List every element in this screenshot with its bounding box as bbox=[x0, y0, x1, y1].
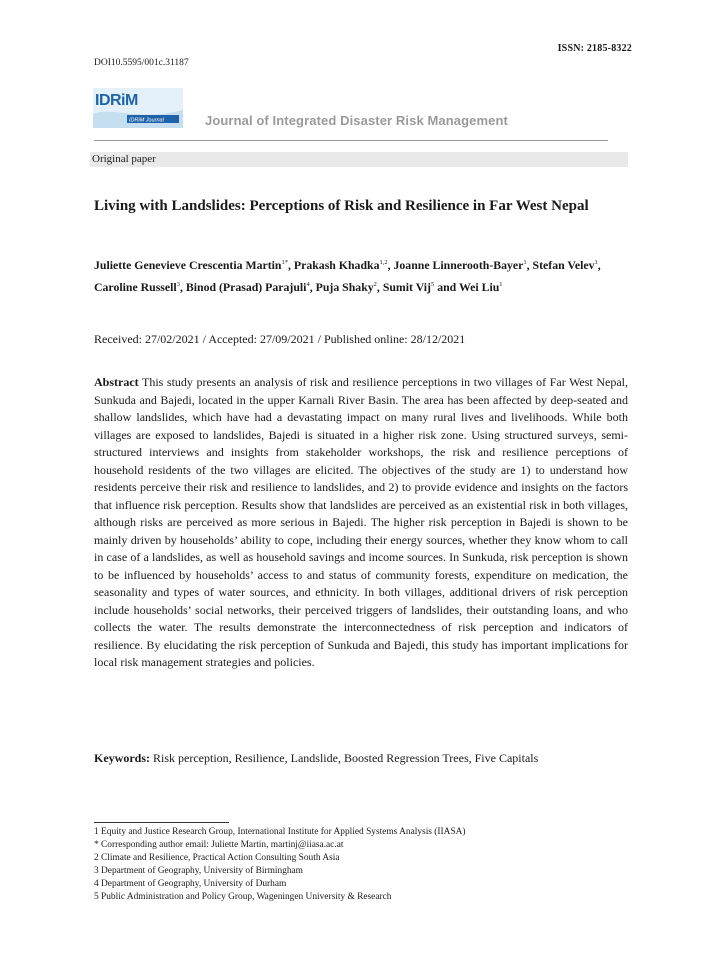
footnote: 5 Public Administration and Policy Group, Wageningen University & Research bbox=[94, 892, 392, 902]
footnote: 1 Equity and Justice Research Group, International Institute for Applied Systems Analysis (IIASA) bbox=[94, 827, 466, 837]
footnote: 3 Department of Geography, University of Birmingham bbox=[94, 866, 303, 876]
author-name: Puja Shaky bbox=[315, 279, 374, 294]
author-affiliation: 2 bbox=[373, 280, 377, 288]
author-name: Wei Liu bbox=[458, 279, 500, 294]
doi: DOI10.5595/001c.31187 bbox=[94, 58, 189, 68]
footnote: 4 Department of Geography, University of Durham bbox=[94, 879, 287, 889]
author-name: Caroline Russell bbox=[94, 279, 177, 294]
abstract-label: Abstract bbox=[94, 375, 139, 389]
author-affiliation: 4 bbox=[306, 280, 310, 288]
author-affiliation: 3 bbox=[176, 280, 180, 288]
issn: ISSN: 2185-8322 bbox=[557, 43, 632, 54]
author-affiliation: 1 bbox=[499, 280, 503, 288]
logo-text: IDRiM bbox=[95, 92, 138, 109]
author-affiliation: 1,2 bbox=[379, 259, 388, 266]
publication-dates: Received: 27/02/2021 / Accepted: 27/09/2021 / Published online: 28/12/2021 bbox=[94, 332, 466, 346]
author-name: Sumit Vij bbox=[382, 279, 431, 294]
footnotes bbox=[94, 826, 634, 904]
journal-name: Journal of Integrated Disaster Risk Management bbox=[205, 113, 508, 128]
abstract bbox=[94, 374, 628, 672]
author-name: Joanne Linnerooth-Bayer bbox=[393, 257, 524, 272]
author-name: Stefan Velev bbox=[532, 257, 595, 272]
keywords-text: Risk perception, Resilience, Landslide, Boosted Regression Trees, Five Capitals bbox=[153, 751, 539, 765]
paper-type-label: Original paper bbox=[90, 152, 628, 167]
author-affiliation: 5 bbox=[431, 280, 435, 288]
footnote: * Corresponding author email: Juliette Martin, martinj@iiasa.ac.at bbox=[94, 840, 344, 850]
footnote: 2 Climate and Resilience, Practical Action Consulting South Asia bbox=[94, 853, 340, 863]
svg-text:IDRiM Journal: IDRiM Journal bbox=[129, 117, 164, 124]
author-name: Juliette Genevieve Crescentia Martin bbox=[94, 257, 282, 272]
paper-title: Living with Landslides: Perceptions of Risk and Resilience in Far West Nepal bbox=[94, 198, 589, 214]
keywords-label: Keywords: bbox=[94, 751, 150, 765]
footnote-divider bbox=[94, 822, 229, 823]
author-affiliation: 1 bbox=[594, 259, 598, 266]
author-name: Prakash Khadka bbox=[293, 257, 380, 272]
author-list: Juliette Genevieve Crescentia Martin$^{1*}$, Prakash Khadka$^{1,2}$, Joanne Linnerooth-Bayer$^1$, Stefan Velev$^1$, Caroline Russell$^3$, Binod (Prasad) Parajuli$^4$, Puja Shaky$^2$, Sumit Vij$^5$ and Wei Liu$^1$ bbox=[94, 257, 601, 294]
author-affiliation: 1* bbox=[281, 259, 288, 266]
journal-logo bbox=[93, 88, 183, 128]
header-divider bbox=[94, 140, 608, 141]
author-affiliation: 1 bbox=[523, 259, 527, 266]
abstract-text: This study presents an analysis of risk and resilience perceptions in two villages of Far West Nepal, Sunkuda and Bajedi, located in the upper Karnali River Basin. The area has been affected by deep-seated and shallow landslides, which have had a devastating impact on many rural lives and livelihoods. While both villages are exposed to landslides, Bajedi is situated in a higher risk zone. Using structured surveys, semi-structured interviews and insights from stakeholder workshops, the risk and resilience perceptions of household residents of the two villages are elicited. The objectives of the study are 1) to understand how residents perceive their risk and resilience to landslides, and 2) to provide evidence and insights on the factors that influence risk perception. Results show that landslides are perceived as an existential risk in both villages, although risks are perceived as more serious in Bajedi. The higher risk perception in Bajedi is shown to be mainly driven by households’ ability to cope, including their energy sources, whether they know whom to call in case of a landslides, as well as household savings and income sources. In Sunkuda, risk perception is shown to be influenced by households’ access to and status of community forests, expenditure on medication, the seasonality and types of water sources, and ethnicity. In both villages, additional drivers of risk perception include households’ social networks, their perceived triggers of landslides, their outstanding loans, and who collects the water. The results demonstrate the interconnectedness of risk perception and indicators of resilience. By elucidating the risk perception of Sunkuda and Bajedi, this study has important implications for local risk management strategies and policies. bbox=[94, 375, 628, 669]
author-name: Binod (Prasad) Parajuli bbox=[185, 279, 307, 294]
keywords bbox=[94, 751, 628, 766]
